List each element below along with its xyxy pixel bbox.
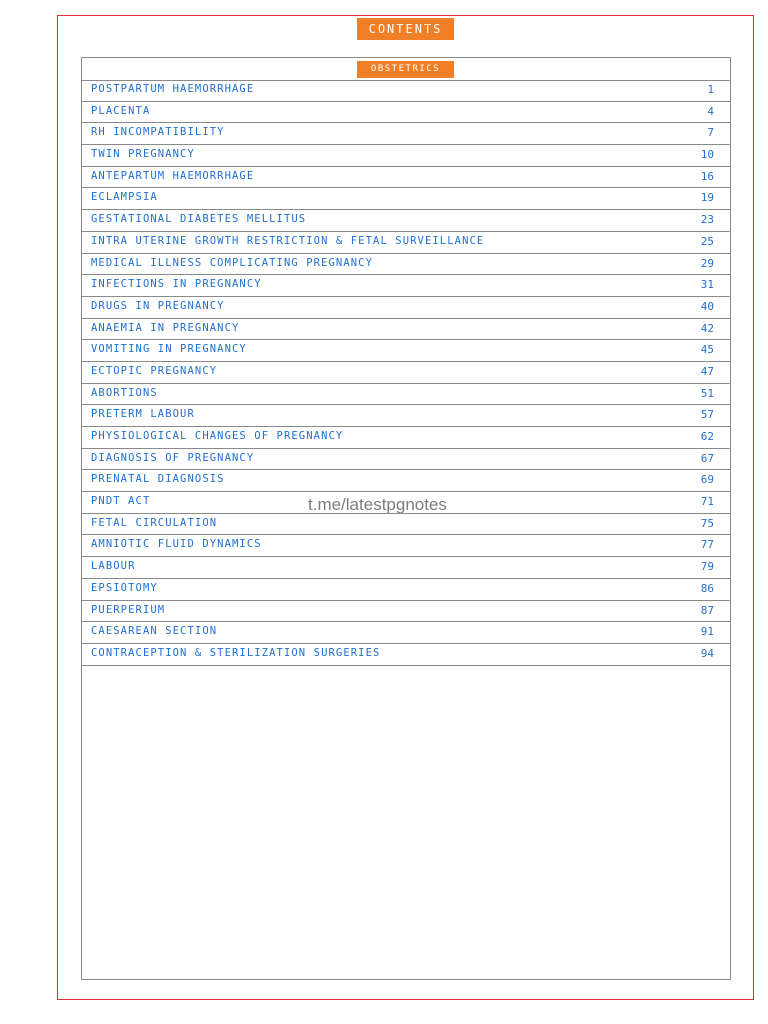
toc-entry[interactable] (82, 514, 730, 536)
toc-entry[interactable] (82, 319, 730, 341)
toc-entry-title: DRUGS IN PREGNANCY (91, 299, 225, 312)
toc-entry-page-number: 62 (700, 430, 714, 443)
toc-entry[interactable] (82, 427, 730, 449)
toc-entry-title: PRETERM LABOUR (91, 408, 195, 421)
toc-entry-page-number: 86 (700, 581, 714, 595)
toc-entry-page-number: 77 (700, 538, 714, 552)
toc-entry[interactable] (82, 123, 730, 145)
section-header: OBSTETRICS (357, 61, 454, 78)
toc-entry-title: ANAEMIA IN PREGNANCY (91, 321, 240, 334)
toc-entry-page-number: 19 (700, 191, 714, 205)
toc-entry[interactable] (82, 102, 730, 124)
toc-entry-page-number: 67 (700, 451, 714, 465)
toc-entry-title: ECLAMPSIA (91, 191, 158, 204)
toc-entry-page-number: 29 (700, 256, 714, 270)
toc-entry-title: AMNIOTIC FLUID DYNAMICS (91, 538, 262, 551)
toc-entry[interactable] (82, 340, 730, 362)
toc-entry-page-number: 71 (700, 495, 714, 509)
toc-entry-page-number: 87 (700, 603, 714, 617)
toc-entry-title: TWIN PREGNANCY (91, 148, 195, 161)
toc-entry-title: MEDICAL ILLNESS COMPLICATING PREGNANCY (91, 256, 374, 269)
toc-entry-page-number: 1 (707, 83, 714, 96)
toc-entry-title: LABOUR (91, 560, 136, 573)
toc-entry-page-number: 57 (700, 408, 714, 422)
toc-entry-page-number: 91 (700, 625, 714, 639)
toc-entry[interactable] (82, 210, 730, 232)
toc-entry-page-number: 79 (700, 560, 714, 574)
toc-entry-title: RH INCOMPATIBILITY (91, 126, 225, 139)
toc-entry-page-number: 75 (700, 516, 714, 530)
watermark-text: t.me/latestpgnotes (308, 495, 447, 514)
toc-entry[interactable] (82, 188, 730, 210)
toc-entry[interactable] (82, 167, 730, 189)
toc-entry-page-number: 7 (707, 126, 714, 140)
toc-entry-page-number: 25 (700, 234, 714, 248)
toc-entry[interactable] (82, 297, 730, 319)
toc-entry-title: EPSIOTOMY (91, 581, 158, 594)
toc-entry[interactable] (82, 449, 730, 471)
toc-entry-title: PRENATAL DIAGNOSIS (91, 473, 225, 486)
toc-entry[interactable] (82, 470, 730, 492)
toc-entry[interactable] (82, 232, 730, 254)
toc-entry[interactable] (82, 557, 730, 579)
toc-entry-title: ANTEPARTUM HAEMORRHAGE (91, 169, 255, 182)
toc-entry-page-number: 40 (700, 299, 714, 313)
toc-entry-title: PUERPERIUM (91, 603, 166, 616)
toc-entry[interactable] (82, 254, 730, 276)
toc-entry-title: INTRA UTERINE GROWTH RESTRICTION & FETAL SURVEILLANCE (91, 234, 485, 247)
toc-entry[interactable] (82, 579, 730, 601)
toc-entry-title: ABORTIONS (91, 386, 158, 399)
toc-list (82, 80, 730, 666)
toc-entry[interactable] (82, 80, 730, 102)
toc-entry[interactable] (82, 275, 730, 297)
toc-entry-title: PNDT ACT (91, 495, 151, 508)
toc-entry-page-number: 42 (700, 321, 714, 335)
toc-entry[interactable] (82, 644, 730, 666)
toc-entry[interactable] (82, 601, 730, 623)
toc-entry-title: ECTOPIC PREGNANCY (91, 364, 218, 377)
toc-entry[interactable] (82, 622, 730, 644)
toc-entry-title: CONTRACEPTION & STERILIZATION SURGERIES (91, 646, 381, 659)
toc-entry-page-number: 51 (700, 386, 714, 400)
toc-entry-page-number: 10 (700, 148, 714, 162)
toc-entry-page-number: 47 (700, 364, 714, 378)
toc-entry-title: DIAGNOSIS OF PREGNANCY (91, 451, 255, 464)
toc-entry-page-number: 31 (700, 278, 714, 292)
toc-entry-title: CAESAREAN SECTION (91, 625, 218, 638)
toc-entry-page-number: 69 (700, 473, 714, 487)
toc-entry-page-number: 23 (700, 213, 714, 227)
toc-entry-page-number: 4 (707, 104, 714, 118)
toc-entry[interactable] (82, 145, 730, 167)
toc-entry-title: PHYSIOLOGICAL CHANGES OF PREGNANCY (91, 430, 344, 442)
toc-entry-title: POSTPARTUM HAEMORRHAGE (91, 83, 255, 95)
toc-entry[interactable] (82, 405, 730, 427)
contents-heading: CONTENTS (357, 18, 454, 40)
toc-entry-title: INFECTIONS IN PREGNANCY (91, 278, 262, 291)
toc-entry-title: VOMITING IN PREGNANCY (91, 343, 247, 356)
toc-entry[interactable] (82, 384, 730, 406)
toc-entry[interactable] (82, 362, 730, 384)
toc-entry-title: FETAL CIRCULATION (91, 516, 218, 529)
toc-entry-page-number: 45 (700, 343, 714, 357)
toc-entry-page-number: 16 (700, 169, 714, 183)
toc-entry[interactable] (82, 535, 730, 557)
toc-entry-title: PLACENTA (91, 104, 151, 117)
toc-entry-title: GESTATIONAL DIABETES MELLITUS (91, 213, 307, 226)
toc-entry-page-number: 94 (700, 646, 714, 660)
